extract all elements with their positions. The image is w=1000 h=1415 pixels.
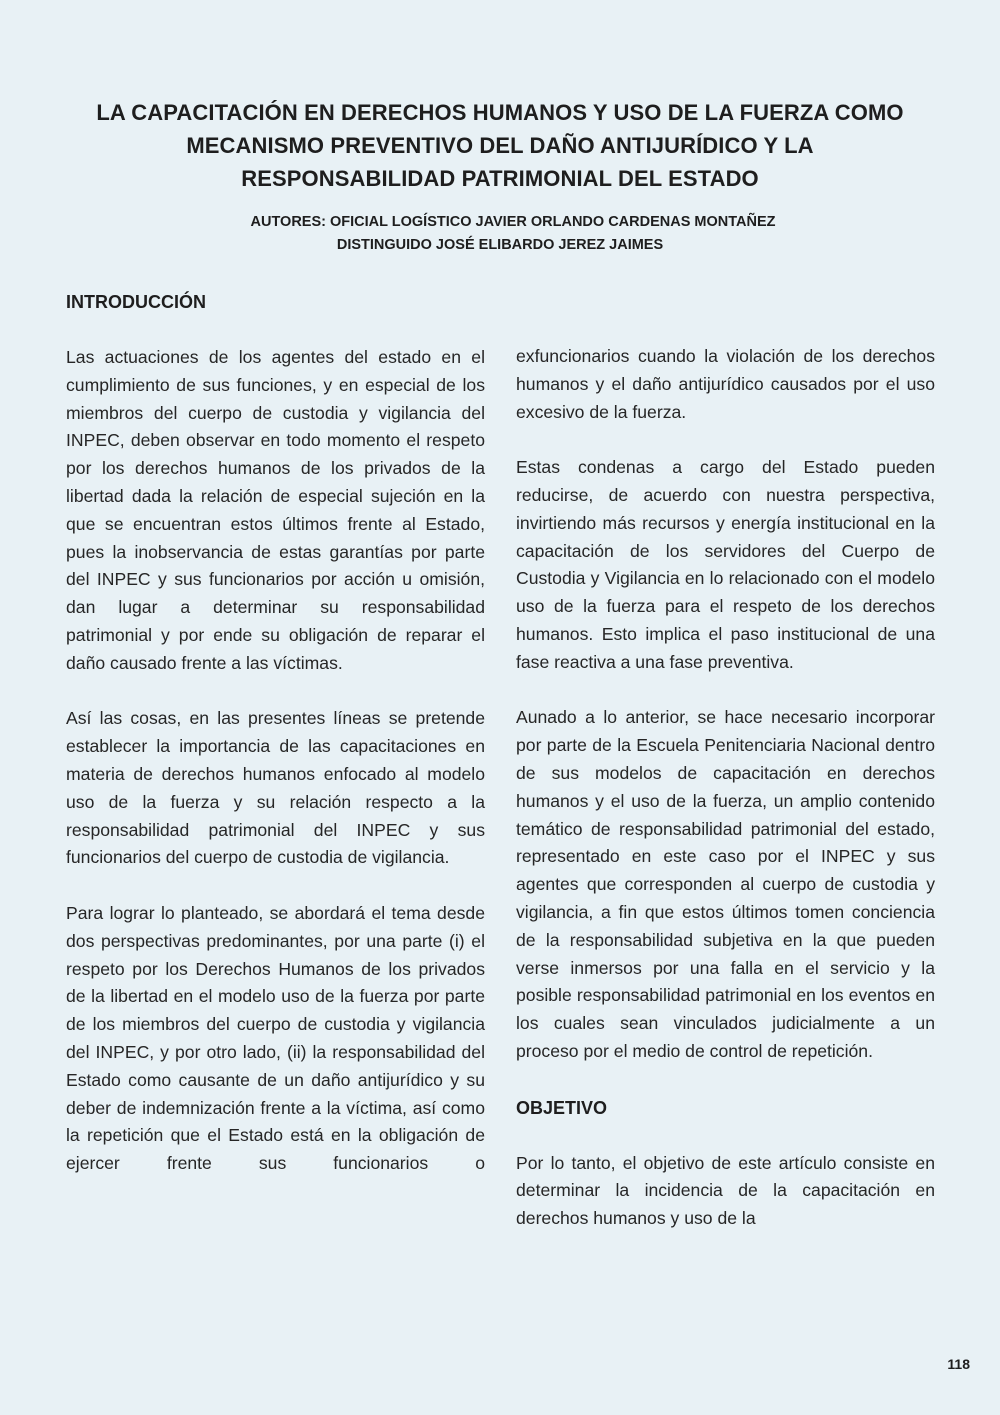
authors-line: DISTINGUIDO JOSÉ ELIBARDO JEREZ JAIMES — [336, 237, 664, 253]
title-line: RESPONSABILIDAD PATRIMONIAL DEL ESTADO — [241, 166, 759, 191]
paragraph: Para lograr lo planteado, se abordará el tema desde dos perspectivas predominantes, por una parte (i) el respeto por los Derechos Humanos de los privados de la libertad en el modelo uso de la fuerza por parte de los miembros del cuerpo de custodia y vigilancia del INPEC, y por otro lado, (ii) la responsabilidad del Estado como causante de un daño antijurídico y su deber de indemnización frente a la víctima, así como la repetición que el Estado está en la obligación de ejercer frente sus funcionarios o — [66, 902, 485, 1174]
title-line: LA CAPACITACIÓN EN DERECHOS HUMANOS Y USO DE LA FUERZA COMO — [96, 100, 904, 125]
paragraph: Por lo tanto, el objetivo de este artículo consiste en determinar la incidencia de la capacitación en derechos humanos y uso de la — [516, 1152, 935, 1229]
page-number: 118 — [947, 1356, 970, 1372]
right-column — [516, 343, 935, 1233]
authors — [40, 211, 960, 257]
authors-line: AUTORES: OFICIAL LOGÍSTICO JAVIER ORLANDO CARDENAS MONTAÑEZ — [250, 214, 776, 230]
paragraph: Las actuaciones de los agentes del estado en el cumplimiento de sus funciones, y en especial de los miembros del cuerpo de custodia y vigilancia del INPEC, deben observar en todo momento el respeto por los derechos humanos de los privados de la libertad dada la relación de especial sujeción en la que se encuentran estos últimos frente al Estado, pues la inobservancia de estas garantías por parte del INPEC y sus funcionarios por acción u omisión, dan lugar a determinar su responsabilidad patrimonial y por ende su obligación de reparar el daño causado frente a las víctimas. — [66, 347, 485, 673]
left-column — [66, 288, 485, 1178]
paragraph: Estas condenas a cargo del Estado pueden reducirse, de acuerdo con nuestra perspectiva, invirtiendo más recursos y energía institucional en la capacitación de los servidores del Cuerpo de Custodia y Vigilancia en lo relacionado con el modelo uso de la fuerza para el respeto de los derechos humanos. Esto implica el paso institucional de una fase reactiva a una fase preventiva. — [516, 457, 935, 672]
article-title — [40, 96, 960, 195]
paragraph: exfuncionarios cuando la violación de los derechos humanos y el daño antijurídico causados por el uso excesivo de la fuerza. — [516, 346, 935, 422]
paragraph: Aunado a lo anterior, se hace necesario incorporar por parte de la Escuela Penitenciaria Nacional dentro de sus modelos de capacitación en derechos humanos y el uso de la fuerza, un amplio contenido temático de responsabilidad patrimonial del estado, representado en este caso por el INPEC y sus agentes que corresponden al cuerpo de custodia y vigilancia, a fin que estos últimos tomen conciencia de la responsabilidad subjetiva en la que pueden verse inmersos por una falla en el servicio y la posible responsabilidad patrimonial en los eventos en los cuales sean vinculados judicialmente a un proceso por el medio de control de repetición. — [516, 707, 935, 1061]
section-heading-introduccion: INTRODUCCIÓN — [66, 292, 206, 312]
title-line: MECANISMO PREVENTIVO DEL DAÑO ANTIJURÍDICO Y LA — [186, 133, 814, 158]
paragraph: Así las cosas, en las presentes líneas se pretende establecer la importancia de las capacitaciones en materia de derechos humanos enfocado al modelo uso de la fuerza y su relación respecto a la responsabilidad patrimonial del INPEC y sus funcionarios del cuerpo de custodia de vigilancia. — [66, 708, 485, 868]
section-heading-objetivo: OBJETIVO — [516, 1097, 608, 1118]
